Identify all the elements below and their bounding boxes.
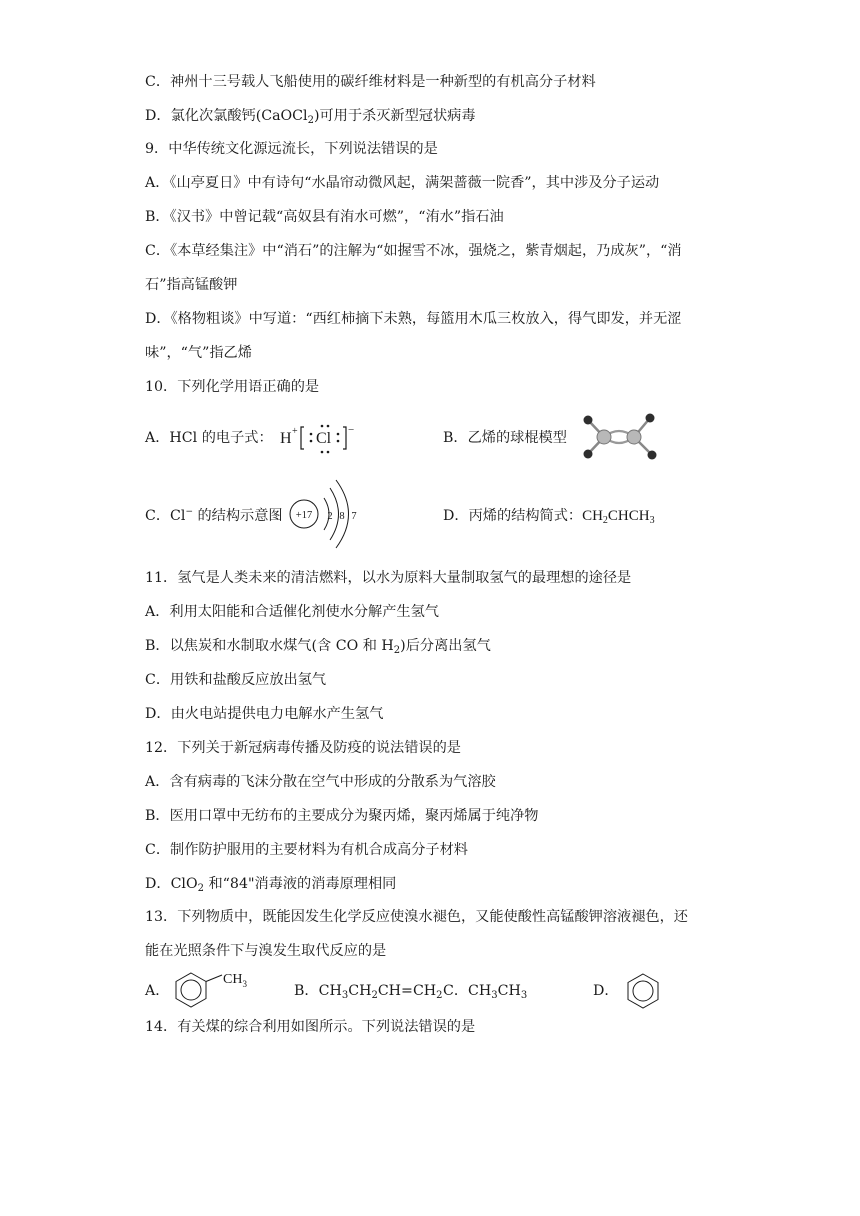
q11-option-d: D．由火电站提供电力电解水产生氢气 — [145, 706, 384, 722]
q11-option-b: B．以焦炭和水制取水煤气(含 CO 和 $H_2$)后分离出氢气 — [145, 638, 491, 656]
q9-option-a: A．《山亭夏日》中有诗句“水晶帘动微风起，满架蔷薇一院香”，其中涉及分子运动 — [145, 175, 660, 191]
q10-option-b: B．乙烯的球棍模型 — [443, 430, 567, 446]
q10-option-a: A．HCl 的电子式： — [145, 430, 273, 446]
q10-option-d: D．丙烯的结构简式：$CH_2CHCH_3$ — [443, 508, 655, 526]
propene-formula: $CH_2CHCH_3$ — [582, 508, 655, 526]
nucleus-charge: +17 — [295, 510, 313, 521]
chlorine-ion-structure-diagram — [287, 478, 367, 552]
q12-option-a: A．含有病毒的飞沫分散在空气中形成的分散系为气溶胶 — [145, 774, 496, 790]
hcl-electron-formula — [280, 421, 360, 457]
q11-stem: 11．氢气是人类未来的清洁燃料，以水为原料大量制取氢气的最理想的途径是 — [145, 570, 632, 586]
q12-stem: 12．下列关于新冠病毒传播及防疫的说法错误的是 — [145, 740, 461, 756]
q13-option-a: A． — [145, 983, 170, 999]
q13-option-c: C．$CH_3CH_3$ — [443, 983, 528, 1001]
q9-option-c-line2: 石”指高锰酸钾 — [145, 277, 238, 293]
q13-option-b: B．$CH_3CH_2CH=CH_2$ — [294, 983, 443, 1001]
q8-option-d: D．氯化次氯酸钙(CaOCl$_2$)可用于杀灭新型冠状病毒 — [145, 108, 476, 126]
q9-option-d-line1: D．《格物粗谈》中写道：“西红柿摘下未熟，每篮用木瓜三枚放入，得气即发，并无涩 — [145, 311, 682, 327]
cl-charge: − — [348, 424, 355, 436]
q13-stem-line2: 能在光照条件下与溴发生取代反应的是 — [145, 943, 387, 959]
q11-option-c: C．用铁和盐酸反应放出氢气 — [145, 672, 327, 688]
q10-stem: 10．下列化学用语正确的是 — [145, 379, 320, 395]
shell-3-count: 7 — [351, 511, 357, 522]
q14-stem: 14．有关煤的综合利用如图所示。下列说法错误的是 — [145, 1019, 476, 1035]
h-symbol: H — [280, 430, 292, 447]
q9-stem: 9．中华传统文化源远流长，下列说法错误的是 — [145, 141, 438, 157]
q11-option-a: A．利用太阳能和合适催化剂使水分解产生氢气 — [145, 604, 439, 620]
toluene-structure — [172, 970, 262, 1010]
methyl-label: $CH_3$ — [223, 972, 247, 989]
cl-symbol: Cl — [316, 430, 332, 447]
benzene-structure — [624, 972, 662, 1010]
q10-option-c: C．Cl− 的结构示意图 — [145, 507, 283, 524]
q8-option-c: C．神州十三号载人飞船使用的碳纤维材料是一种新型的有机高分子材料 — [145, 74, 596, 90]
q12-option-c: C．制作防护服用的主要材料为有机合成高分子材料 — [145, 842, 468, 858]
ethylene-ball-stick-model — [578, 410, 662, 464]
h-charge: + — [292, 426, 298, 437]
shell-1-count: 2 — [327, 511, 333, 522]
q9-option-b: B．《汉书》中曾记载“高奴县有洧水可燃”，“洧水”指石油 — [145, 209, 504, 225]
q13-option-d: D． — [593, 983, 619, 999]
q13-stem-line1: 13．下列物质中，既能因发生化学反应使溴水褪色，又能使酸性高锰酸钾溶液褪色，还 — [145, 909, 688, 925]
q9-option-c-line1: C．《本草经集注》中“消石”的注解为“如握雪不冰，强烧之，紫青烟起，乃成灰”，“消 — [145, 243, 682, 259]
q12-option-b: B．医用口罩中无纺布的主要成分为聚丙烯，聚丙烯属于纯净物 — [145, 808, 539, 824]
shell-2-count: 8 — [339, 511, 345, 522]
q12-option-d: D．ClO$_2$ 和“84"消毒液的消毒原理相同 — [145, 876, 397, 894]
q9-option-d-line2: 味”，“气”指乙烯 — [145, 345, 252, 361]
